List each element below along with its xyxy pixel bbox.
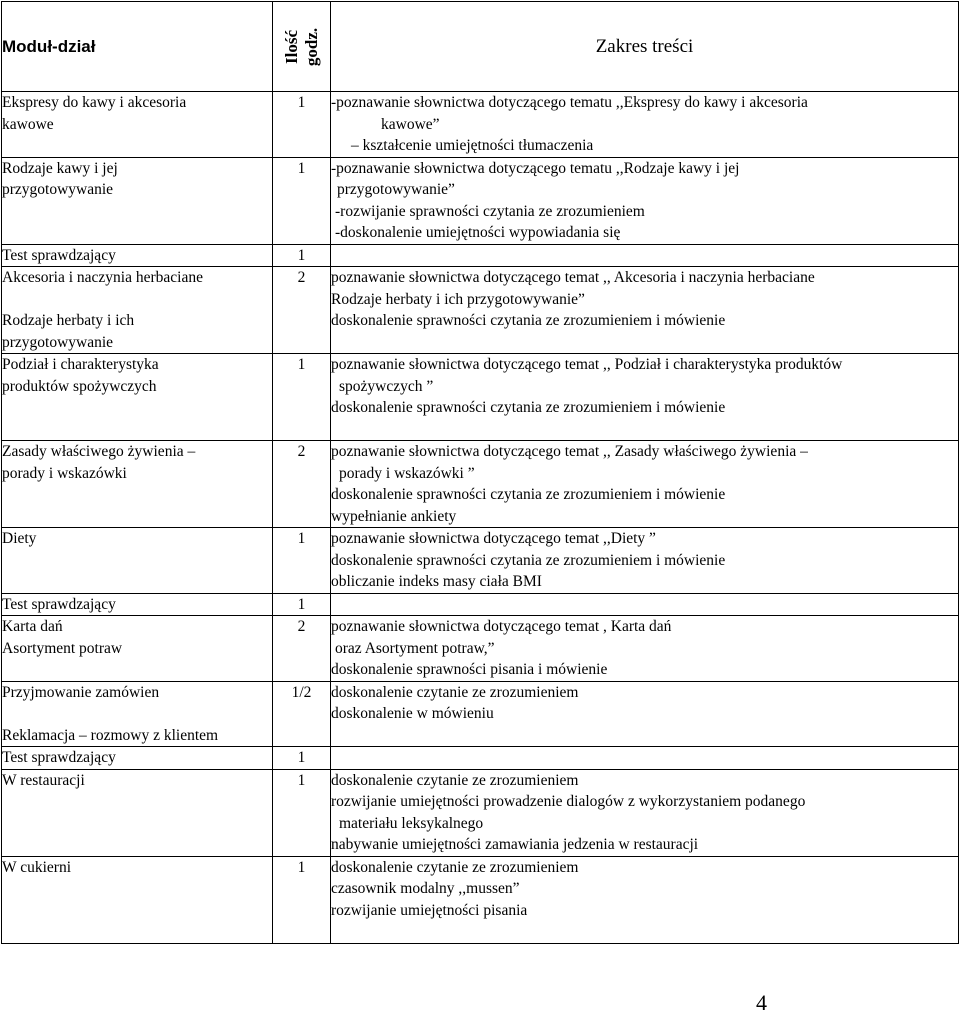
module-line — [2, 419, 272, 441]
module-line: Przyjmowanie zamówien — [2, 683, 160, 701]
page-number: 4 — [756, 990, 767, 1015]
content-line: przygotowywanie” — [337, 181, 455, 198]
content-cell — [331, 769, 959, 856]
table-row — [2, 441, 959, 528]
table-row — [2, 92, 959, 158]
content-line: porady i wskazówki ” — [339, 464, 475, 482]
header-content: Zakres treści — [331, 2, 959, 92]
content-line: oraz Asortyment potraw,” — [335, 639, 495, 657]
module-line: Rodzaje kawy i jej — [2, 159, 118, 177]
header-row — [2, 2, 959, 92]
table-row — [2, 267, 959, 354]
content-line: -poznawanie słownictwa dotyczącego tematu ,,Rodzaje kawy i jej — [331, 159, 740, 177]
hours-cell: 1 — [273, 528, 331, 594]
content-line: doskonalenie sprawności czytania ze zrozumieniem i mówienie — [331, 486, 726, 503]
module-cell — [2, 244, 273, 267]
table-row — [2, 354, 959, 441]
content-line: -doskonalenie umiejętności wypowiadania się — [335, 224, 621, 241]
hours-cell: 1 — [273, 354, 331, 441]
module-line: Test sprawdzający — [2, 246, 116, 264]
module-line: W cukierni — [2, 858, 72, 876]
content-line: poznawanie słownictwa dotyczącego temat ,, Podział i charakterystyka produktów — [331, 356, 843, 373]
hours-cell: 1 — [273, 856, 331, 943]
content-line: doskonalenie sprawności czytania ze zrozumieniem i mówienie — [331, 551, 726, 569]
module-line: W restauracji — [2, 771, 85, 789]
table-row — [2, 616, 959, 682]
content-line: obliczanie indeks masy ciała BMI — [331, 573, 542, 590]
module-cell — [2, 593, 273, 616]
module-cell — [2, 267, 273, 354]
hours-cell: 1 — [273, 747, 331, 770]
module-cell — [2, 681, 273, 747]
content-cell — [331, 616, 959, 682]
table-row — [2, 856, 959, 943]
content-line: doskonalenie sprawności pisania i mówienie — [331, 661, 608, 678]
content-line: doskonalenie w mówieniu — [331, 705, 494, 722]
content-cell — [331, 856, 959, 943]
content-line — [331, 419, 958, 441]
content-line: poznawanie słownictwa dotyczącego temat ,, Zasady właściwego żywienia – — [331, 443, 808, 460]
module-cell — [2, 856, 273, 943]
content-cell — [331, 441, 959, 528]
module-line — [2, 397, 272, 419]
header-module: Moduł-dział — [2, 2, 273, 92]
content-line: poznawanie słownictwa dotyczącego temat , Karta dań — [331, 618, 672, 635]
content-line: kawowe” — [381, 115, 440, 133]
module-line: kawowe — [2, 115, 54, 133]
module-cell — [2, 769, 273, 856]
hours-cell: 2 — [273, 441, 331, 528]
content-line — [331, 725, 958, 747]
content-line: doskonalenie czytanie ze zrozumieniem — [331, 771, 579, 789]
table-row — [2, 747, 959, 770]
module-line: porady i wskazówki — [2, 464, 127, 482]
content-cell — [331, 267, 959, 354]
hours-cell: 1 — [273, 593, 331, 616]
content-line: rozwijanie umiejętności prowadzenie dialogów z wykorzystaniem podanego — [331, 793, 806, 810]
content-line: doskonalenie czytanie ze zrozumieniem — [331, 858, 579, 876]
content-line: nabywanie umiejętności zamawiania jedzenia w restauracji — [331, 836, 699, 853]
content-line: -rozwijanie sprawności czytania ze zrozumieniem — [335, 202, 645, 220]
module-line: Karta dań — [2, 618, 63, 635]
module-cell — [2, 747, 273, 770]
content-cell — [331, 528, 959, 594]
module-line: przygotowywanie — [2, 181, 114, 198]
content-cell — [331, 747, 959, 770]
module-cell — [2, 354, 273, 441]
module-cell — [2, 528, 273, 594]
hours-cell: 1/2 — [273, 681, 331, 747]
module-line: Test sprawdzający — [2, 595, 116, 613]
module-cell — [2, 441, 273, 528]
content-line: wypełnianie ankiety — [331, 507, 457, 525]
content-line: -poznawanie słownictwa dotyczącego tematu ,,Ekspresy do kawy i akcesoria — [331, 94, 808, 111]
content-line: poznawanie słownictwa dotyczącego temat ,, Akcesoria i naczynia herbaciane — [331, 269, 815, 286]
table-row — [2, 244, 959, 267]
module-line: Zasady właściwego żywienia – — [2, 443, 196, 460]
module-cell — [2, 157, 273, 244]
module-line: produktów spożywczych — [2, 377, 157, 395]
module-line: Akcesoria i naczynia herbaciane — [2, 269, 203, 286]
module-line — [2, 289, 272, 311]
content-cell — [331, 157, 959, 244]
content-line — [331, 921, 958, 943]
module-line: Asortyment potraw — [2, 639, 123, 657]
table-row — [2, 769, 959, 856]
curriculum-table — [1, 1, 959, 944]
module-line: Podział i charakterystyka — [2, 356, 159, 373]
content-cell — [331, 92, 959, 158]
module-line: Reklamacja – rozmowy z klientem — [2, 726, 219, 744]
header-hours: Ilość godz. — [273, 2, 331, 92]
content-cell — [331, 681, 959, 747]
content-line: poznawanie słownictwa dotyczącego temat ,,Diety ” — [331, 530, 656, 547]
content-line: doskonalenie sprawności czytania ze zrozumieniem i mówienie — [331, 399, 726, 416]
table-row — [2, 681, 959, 747]
module-line: Rodzaje herbaty i ich — [2, 312, 135, 329]
content-cell — [331, 354, 959, 441]
content-line: doskonalenie sprawności czytania ze zrozumieniem i mówienie — [331, 312, 726, 329]
hours-cell: 1 — [273, 244, 331, 267]
module-line: Ekspresy do kawy i akcesoria — [2, 94, 187, 111]
hours-cell: 1 — [273, 769, 331, 856]
content-line: spożywczych ” — [339, 377, 434, 395]
module-line: Diety — [2, 530, 37, 547]
table-row — [2, 157, 959, 244]
content-line: rozwijanie umiejętności pisania — [331, 901, 528, 919]
content-cell — [331, 593, 959, 616]
content-cell — [331, 244, 959, 267]
hours-cell: 2 — [273, 267, 331, 354]
module-line — [2, 703, 272, 725]
module-cell — [2, 616, 273, 682]
module-line: przygotowywanie — [2, 333, 114, 351]
content-line: Rodzaje herbaty i ich przygotowywanie” — [331, 290, 585, 308]
table-row — [2, 593, 959, 616]
hours-cell: 1 — [273, 92, 331, 158]
content-line: czasownik modalny ,,mussen” — [331, 880, 520, 897]
table-row — [2, 528, 959, 594]
module-cell — [2, 92, 273, 158]
module-line: Test sprawdzający — [2, 749, 116, 766]
hours-cell: 2 — [273, 616, 331, 682]
content-line: materiału leksykalnego — [339, 814, 484, 832]
hours-cell: 1 — [273, 157, 331, 244]
content-line: doskonalenie czytanie ze zrozumieniem — [331, 683, 579, 701]
content-line: – kształcenie umiejętności tłumaczenia — [351, 137, 594, 154]
